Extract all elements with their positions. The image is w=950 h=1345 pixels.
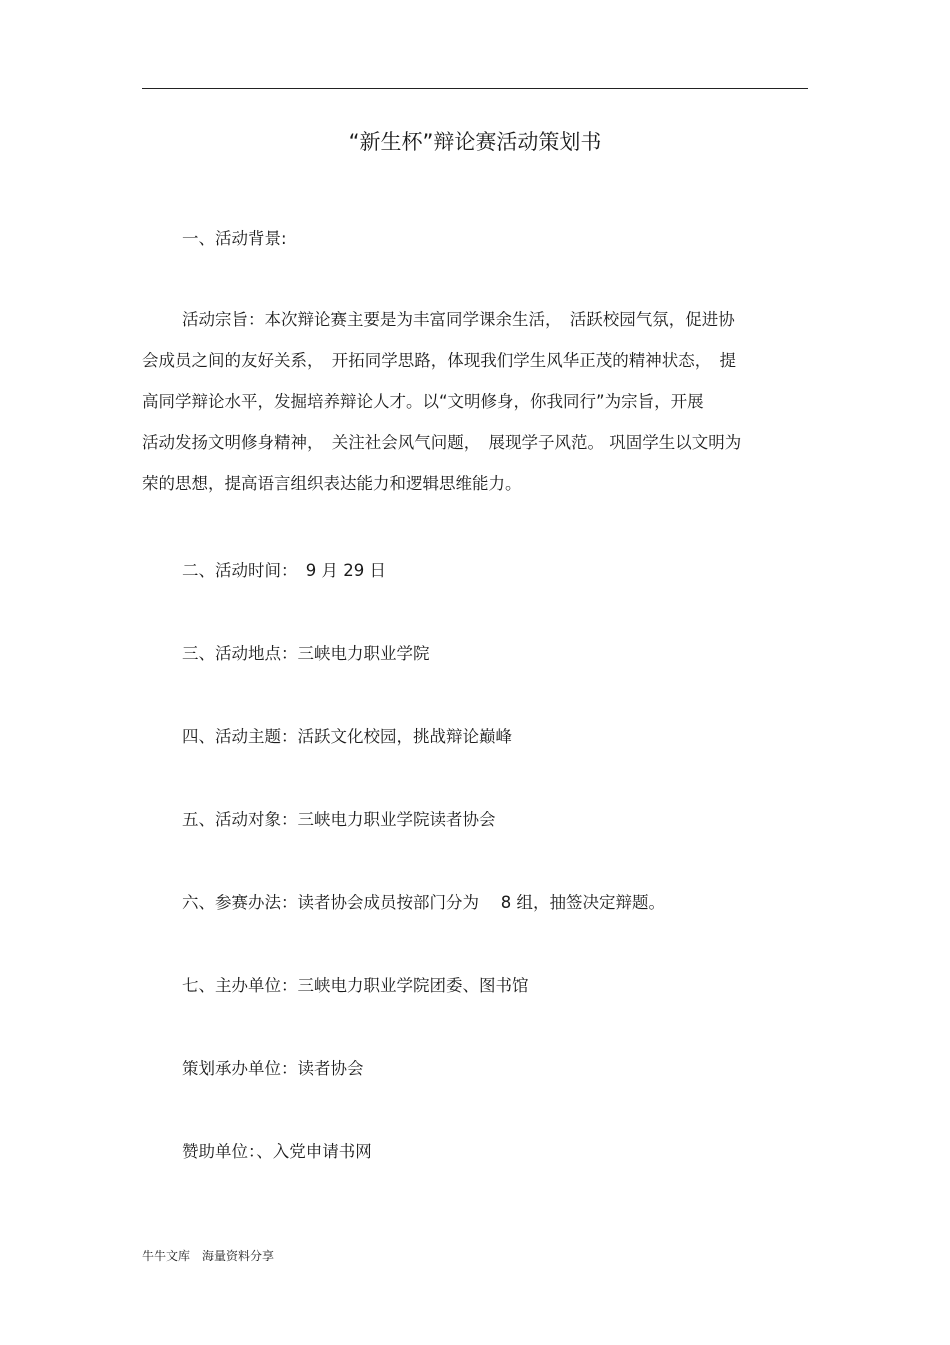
section-location: 三、活动地点：三峡电力职业学院 bbox=[182, 644, 430, 663]
purpose-line-5: 荣的思想，提高语言组织表达能力和逻辑思维能力。 bbox=[142, 474, 522, 493]
section-method: 六、参赛办法：读者协会成员按部门分为 8 组，抽签决定辩题。 bbox=[182, 893, 665, 912]
section-time: 二、活动时间： 9 月 29 日 bbox=[182, 561, 386, 580]
footer-slogan: 海量资料分享 bbox=[202, 1249, 275, 1263]
document-title: “新生杯”辩论赛活动策划书 bbox=[348, 130, 602, 154]
section-host: 七、主办单位：三峡电力职业学院团委、图书馆 bbox=[182, 976, 529, 995]
purpose-paragraph bbox=[142, 308, 808, 513]
section-audience: 五、活动对象：三峡电力职业学院读者协会 bbox=[182, 810, 496, 829]
section-theme: 四、活动主题：活跃文化校园，挑战辩论巅峰 bbox=[182, 727, 512, 746]
purpose-line-3: 高同学辩论水平，发掘培养辩论人才。以“文明修身，你我同行”为宗旨，开展 bbox=[142, 392, 704, 411]
page-footer bbox=[142, 1247, 274, 1265]
section-background-heading: 一、活动背景: bbox=[182, 229, 287, 248]
purpose-line-4: 活动发扬文明修身精神， 关注社会风气问题， 展现学子风范。 巩固学生以文明为 bbox=[142, 433, 742, 452]
section-organizer: 策划承办单位：读者协会 bbox=[182, 1059, 364, 1078]
header-rule bbox=[142, 88, 808, 89]
purpose-line-2: 会成员之间的友好关系， 开拓同学思路，体现我们学生风华正茂的精神状态， 提 bbox=[142, 351, 736, 370]
section-sponsor: 赞助单位：、入党申请书网 bbox=[182, 1142, 372, 1161]
purpose-line-1: 活动宗旨：本次辩论赛主要是为丰富同学课余生活， 活跃校园气氛，促进协 bbox=[182, 310, 735, 329]
footer-site-name: 牛牛文库 bbox=[142, 1249, 191, 1263]
